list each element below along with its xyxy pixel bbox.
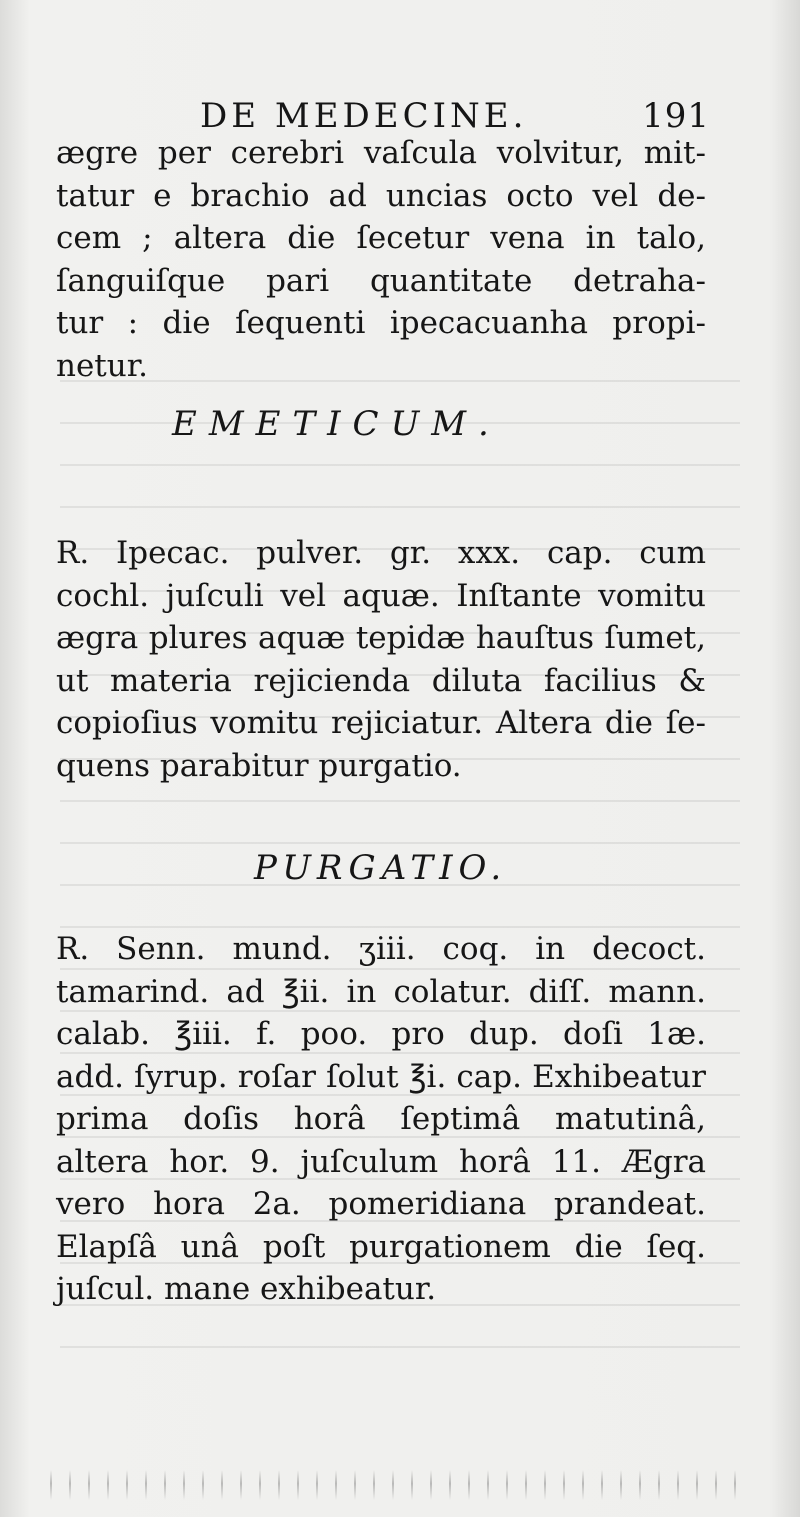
text-line: ægra plures aquæ tepidæ hauſtus ſumet, <box>56 620 706 656</box>
text-line: quens parabitur purgatio. <box>56 747 462 784</box>
page-number: 191 <box>642 96 710 136</box>
text-line: vero hora 2a. pomeridiana prandeat. <box>56 1186 706 1222</box>
running-head <box>200 96 710 136</box>
text-line: altera hor. 9. juſculum horâ 11. Ægra <box>56 1143 706 1180</box>
text-line: R. Ipecac. pulver. gr. xxx. cap. cum <box>56 535 706 571</box>
text-line: R. Senn. mund. ʒiii. coq. in decoct. <box>56 931 706 967</box>
text-line: add. ſyrup. roſar ſolut ℥i. cap. Exhibeatur <box>56 1058 706 1095</box>
paper-specks <box>50 1470 750 1500</box>
text-line: tur : die ſequenti ipecacuanha propi- <box>56 305 706 341</box>
running-title: DE MEDECINE. <box>200 96 528 136</box>
section-heading-purgatio: PURGATIO. <box>254 848 508 888</box>
text-line: juſcul. mane exhibeatur. <box>56 1271 437 1307</box>
text-line: ſanguiſque pari quantitate detraha- <box>56 262 706 299</box>
text-line: tatur e brachio ad uncias octo vel de- <box>56 177 706 214</box>
text-line: calab. ℥iii. f. poo. pro dup. doſi 1æ. <box>56 1016 706 1052</box>
text-line: netur. <box>56 347 149 384</box>
paragraph-bloodletting <box>56 132 706 387</box>
text-line: cochl. juſculi vel aquæ. Inſtante vomitu <box>56 577 706 614</box>
paragraph-purgatio <box>56 928 706 1311</box>
text-line: tamarind. ad ℥ii. in colatur. diſſ. mann. <box>56 973 706 1010</box>
text-line: Elapſâ unâ poſt purgationem die ſeq. <box>56 1228 706 1265</box>
text-line: copioſius vomitu rejiciatur. Altera die ſe- <box>56 705 706 741</box>
text-line: ut materia rejicienda diluta facilius & <box>56 662 706 699</box>
text-line: prima doſis horâ ſeptimâ matutinâ, <box>56 1101 706 1137</box>
text-line: ægre per cerebri vaſcula volvitur, mit- <box>56 135 706 171</box>
section-heading-emeticum: EMETICUM. <box>172 404 501 444</box>
paragraph-emeticum <box>56 532 706 787</box>
text-line: cem ; altera die ſecetur vena in talo, <box>56 220 706 256</box>
